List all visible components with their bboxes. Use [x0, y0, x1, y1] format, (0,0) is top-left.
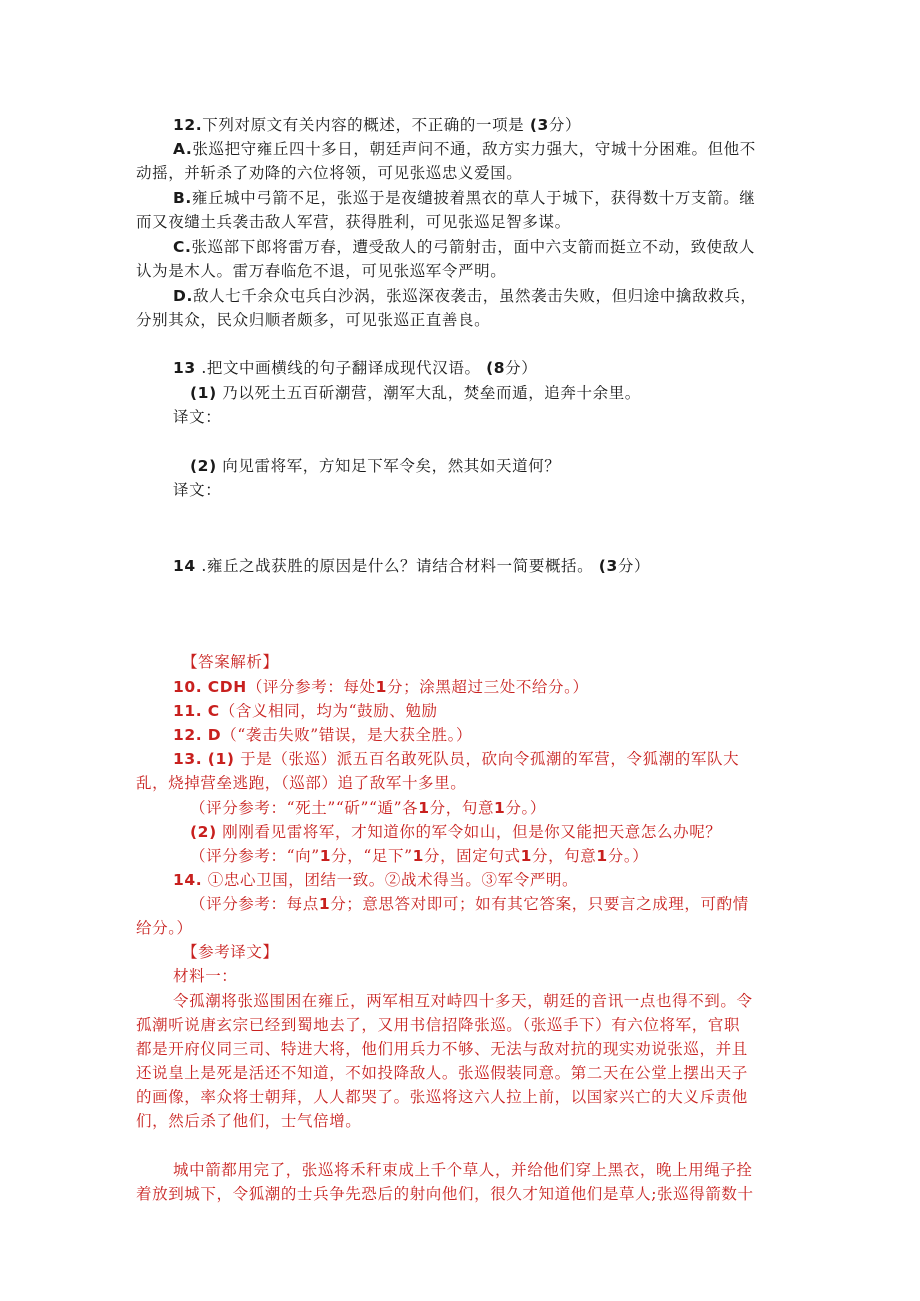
answer-14-score-line1: （评分参考：每点1分；意思答对即可；如有其它答案，只要言之成理，可酌情 — [190, 895, 749, 913]
q12-option-a-line2: 动摇，并斩杀了劝降的六位将领，可见张巡忠义爱国。 — [136, 164, 523, 182]
translation-para1-line2: 孤潮听说唐玄宗已经到蜀地去了，又用书信招降张巡。（张巡手下）有六位将军，官职 — [136, 1016, 741, 1034]
q12-stem: 12.下列对原文有关内容的概述，不正确的一项是 (3分） — [173, 116, 582, 134]
answer-13-part1-score: （评分参考：“死土”“斫”“遁”各1分，句意1分。） — [190, 799, 546, 817]
q12-option-d-line1: D.敌人七千余众屯兵白沙涡，张巡深夜袭击，虽然袭击失败，但归途中擒敌救兵， — [173, 287, 757, 305]
material-one-label: 材料一： — [173, 967, 238, 985]
answer-14-score-line2: 给分。） — [136, 919, 193, 937]
translation-para1-line1: 令孤潮将张巡围困在雍丘，两军相互对峙四十多天，朝廷的音讯一点也得不到。令 — [173, 992, 753, 1010]
reference-translation-header: 【参考译文】 — [182, 943, 279, 961]
answer-13-part1-line2: 乱，烧掉营垒逃跑，（巡部）追了敌军十多里。 — [136, 774, 467, 792]
translation-para2-line1: 城中箭都用完了，张巡将禾秆束成上千个草人，并给他们穿上黑衣，晚上用绳子拴 — [173, 1161, 753, 1179]
translation-para1-line6: 们，然后杀了他们，士气倍增。 — [136, 1112, 362, 1130]
answer-13-part2-score: （评分参考：“向”1分，“足下”1分，固定句式1分，句意1分。） — [190, 847, 649, 865]
q13-item-1: (1) 乃以死土五百斫潮营，潮军大乱，焚垒而遁，追奔十余里。 — [190, 384, 641, 402]
translation-para2-line2: 着放到城下，令狐潮的士兵争先恐后的射向他们，很久才知道他们是草人;张巡得箭数十 — [136, 1185, 754, 1203]
q14-stem: 14 .雍丘之战获胜的原因是什么？请结合材料一简要概括。 (3分） — [173, 557, 651, 575]
q12-option-c-line2: 认为是木人。雷万春临危不退，可见张巡军令严明。 — [136, 262, 507, 280]
q13-item-2: (2) 向见雷将军，方知足下军令矣，然其如天道何？ — [190, 457, 561, 475]
answers-header: 【答案解析】 — [182, 653, 279, 671]
answer-13-part1-line1: 13. (1) 于是（张巡）派五百名敢死队员，砍向令孤潮的军营，令狐潮的军队大 — [173, 750, 740, 768]
answer-10: 10. CDH（评分参考：每处1分；涂黑超过三处不给分。） — [173, 678, 589, 696]
translation-para1-line3: 都是开府仪同三司、特进大将，他们用兵力不够、无法与敌对抗的现实劝说张巡，并且 — [136, 1040, 748, 1058]
answer-12: 12. D（“袭击失败”错误，是大获全胜。） — [173, 726, 473, 744]
q12-option-c-line1: C.张巡部下郎将雷万春，遭受敌人的弓箭射击，面中六支箭而挺立不动，致使敌人 — [173, 238, 755, 256]
q12-option-a-line1: A.张巡把守雍丘四十多日，朝廷声问不通，敌方实力强大，守城十分困难。但他不 — [173, 140, 756, 158]
answer-13-part2: (2) 刚刚看见雷将军，才知道你的军令如山，但是你又能把天意怎么办呢？ — [190, 823, 722, 841]
q13-answer-label-2: 译文： — [173, 481, 222, 499]
q12-option-b-line2: 而又夜缱土兵袭击敌人军营，获得胜利，可见张巡足智多谋。 — [136, 213, 571, 231]
q12-option-d-line2: 分别其众，民众归顺者颇多，可见张巡正直善良。 — [136, 311, 491, 329]
translation-para1-line4: 还说皇上是死是活还不知道，不如投降敌人。张巡假装同意。第二天在公堂上摆出天子 — [136, 1064, 748, 1082]
answer-11: 11. C（含义相同，均为“鼓励、勉励 — [173, 702, 438, 720]
translation-para1-line5: 的画像，率众将士朝拜，人人都哭了。张巡将这六人拉上前，以国家兴亡的大义斥责他 — [136, 1088, 748, 1106]
q13-stem: 13 .把文中画横线的句子翻译成现代汉语。 (8分） — [173, 359, 538, 377]
q12-option-b-line1: B.雍丘城中弓箭不足，张巡于是夜缱披着黑衣的草人于城下，获得数十万支箭。继 — [173, 189, 756, 207]
answer-14: 14. ①忠心卫国，团结一致。②战术得当。③军令严明。 — [173, 871, 579, 889]
q13-answer-label-1: 译文： — [173, 408, 222, 426]
